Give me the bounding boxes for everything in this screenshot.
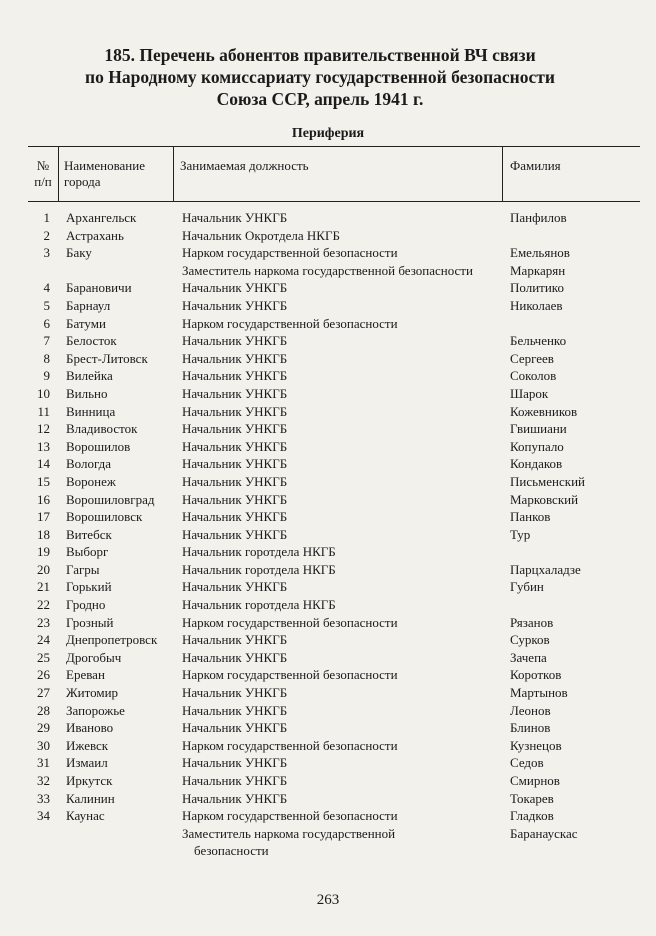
row-position: Начальник горотдела НКГБ — [182, 597, 336, 613]
row-position: Начальник УНКГБ — [182, 297, 288, 313]
row-city: Ижевск — [66, 737, 109, 753]
row-number: 15 — [37, 473, 50, 489]
row-city: Дрогобыч — [66, 649, 122, 665]
row-surname: Панфилов — [510, 210, 567, 225]
header-number: № п/п — [34, 158, 52, 189]
row-surname: Кондаков — [510, 456, 563, 472]
row-position: Начальник УНКГБ — [182, 456, 288, 472]
table-row — [0, 719, 656, 737]
row-surname: Панков — [510, 509, 551, 525]
row-city: Барнаул — [66, 297, 111, 313]
table-row — [0, 543, 656, 561]
row-surname: Сурков — [510, 632, 550, 648]
row-position: Нарком государственной безопасности — [182, 315, 398, 331]
table-row — [0, 561, 656, 579]
row-city: Батуми — [66, 315, 106, 331]
row-city: Ворошиловград — [66, 491, 155, 507]
row-city: Ворошилов — [66, 438, 131, 454]
row-city: Иркутск — [66, 773, 113, 788]
table-row — [0, 684, 656, 702]
table-row — [0, 631, 656, 649]
row-city: Запорожье — [66, 702, 125, 718]
row-number: 11 — [37, 403, 50, 419]
row-position: Начальник УНКГБ — [182, 790, 288, 806]
row-city: Винница — [66, 403, 116, 419]
page-number: 263 — [316, 892, 340, 908]
row-position: Начальник Окротдела НКГБ — [182, 227, 340, 243]
row-position: Начальник УНКГБ — [182, 421, 288, 437]
row-surname: Николаев — [510, 297, 563, 313]
table-row — [0, 702, 656, 720]
table-row — [0, 473, 656, 491]
table-row — [0, 262, 656, 280]
row-surname: Бельченко — [510, 333, 567, 349]
row-number: 1 — [43, 210, 50, 225]
table-row — [0, 315, 656, 333]
row-number: 20 — [37, 561, 50, 577]
row-city: Измаил — [66, 755, 108, 771]
column-divider — [58, 146, 59, 201]
row-number: 18 — [37, 526, 50, 542]
row-city: Вилейка — [66, 368, 113, 384]
table-row — [0, 297, 656, 315]
table-body — [0, 209, 656, 860]
row-position: Начальник горотдела НКГБ — [182, 544, 336, 560]
row-surname: Письменский — [510, 473, 585, 489]
table-row — [0, 244, 656, 262]
table-row — [0, 790, 656, 808]
row-city: Каунас — [66, 808, 105, 824]
row-surname: Рязанов — [510, 614, 554, 630]
row-surname: Блинов — [510, 720, 551, 736]
row-position: Заместитель наркома государственной — [182, 825, 396, 841]
table-header-rule — [28, 201, 640, 202]
row-city: Ворошиловск — [66, 509, 143, 525]
row-number: 22 — [37, 597, 50, 613]
row-surname: Мартынов — [510, 685, 568, 701]
row-city: Белосток — [66, 333, 117, 349]
row-number: 30 — [37, 737, 50, 753]
table-row — [0, 578, 656, 596]
row-surname: Гладков — [510, 808, 554, 824]
row-position: Нарком государственной безопасности — [182, 614, 398, 630]
title-line-3: Союза ССР, апрель 1941 г. — [216, 89, 424, 109]
row-city: Гагры — [66, 561, 100, 577]
row-position-continuation: безопасности — [194, 843, 269, 859]
row-number: 5 — [43, 297, 50, 313]
table-row — [0, 227, 656, 245]
table-row — [0, 332, 656, 350]
row-number: 29 — [37, 720, 50, 736]
row-surname: Леонов — [510, 702, 551, 718]
row-city: Барановичи — [66, 280, 132, 296]
row-city: Воронеж — [66, 473, 116, 489]
row-number: 2 — [43, 227, 50, 243]
row-number: 26 — [37, 667, 50, 683]
row-number: 16 — [37, 491, 50, 507]
table-row — [0, 491, 656, 509]
table-row — [0, 367, 656, 385]
row-position: Начальник горотдела НКГБ — [182, 561, 336, 577]
row-position: Начальник УНКГБ — [182, 403, 288, 419]
table-row — [0, 737, 656, 755]
row-surname: Политико — [510, 280, 564, 296]
row-position: Начальник УНКГБ — [182, 632, 288, 648]
row-surname: Коротков — [510, 667, 562, 683]
row-surname: Губин — [510, 579, 544, 595]
row-number: 31 — [37, 755, 50, 771]
table-row-continuation — [0, 842, 656, 860]
row-number: 14 — [37, 456, 50, 472]
table-row — [0, 279, 656, 297]
table-row — [0, 526, 656, 544]
row-surname: Зачепа — [510, 649, 547, 665]
row-surname: Соколов — [510, 368, 557, 384]
row-city: Калинин — [66, 790, 115, 806]
table-row — [0, 754, 656, 772]
row-number: 12 — [37, 421, 50, 437]
table-row — [0, 455, 656, 473]
row-number: 21 — [37, 579, 50, 595]
table-row — [0, 825, 656, 843]
row-surname: Шарок — [510, 385, 549, 401]
row-number: 3 — [43, 245, 50, 261]
row-surname: Емельянов — [510, 245, 570, 261]
row-city: Вологда — [66, 456, 112, 472]
row-number: 23 — [37, 614, 50, 630]
row-position: Начальник УНКГБ — [182, 491, 288, 507]
row-city: Вильно — [66, 385, 108, 401]
row-position: Начальник УНКГБ — [182, 385, 288, 401]
row-position: Начальник УНКГБ — [182, 509, 288, 525]
row-city: Житомир — [66, 685, 119, 701]
row-position: Начальник УНКГБ — [182, 702, 288, 718]
row-position: Начальник УНКГБ — [182, 280, 288, 296]
row-surname: Кожевников — [510, 403, 578, 419]
row-number: 28 — [37, 702, 50, 718]
row-position: Начальник УНКГБ — [182, 473, 288, 489]
row-surname: Гвишиани — [510, 421, 567, 437]
row-position: Начальник УНКГБ — [182, 438, 288, 454]
row-surname: Копупало — [510, 438, 564, 454]
row-number: 34 — [37, 808, 50, 824]
row-surname: Маркарян — [510, 262, 566, 278]
table-row — [0, 772, 656, 790]
column-divider — [173, 146, 174, 201]
row-position: Начальник УНКГБ — [182, 579, 288, 595]
row-position: Начальник УНКГБ — [182, 210, 288, 225]
table-row — [0, 209, 656, 227]
section-heading: Периферия — [291, 126, 365, 141]
table-row — [0, 403, 656, 421]
row-city: Баку — [66, 245, 92, 261]
table-row — [0, 649, 656, 667]
row-city: Владивосток — [66, 421, 138, 437]
title-line-1: 185. Перечень абонентов правительственной ВЧ связи — [104, 45, 536, 65]
row-city: Ереван — [66, 667, 105, 683]
row-position: Начальник УНКГБ — [182, 333, 288, 349]
row-number: 32 — [37, 773, 50, 788]
row-number: 25 — [37, 649, 50, 665]
row-surname: Кузнецов — [510, 737, 562, 753]
row-position: Начальник УНКГБ — [182, 755, 288, 771]
row-position: Нарком государственной безопасности — [182, 737, 398, 753]
row-position: Нарком государственной безопасности — [182, 667, 398, 683]
table-top-rule — [28, 146, 640, 147]
row-surname: Тур — [510, 526, 531, 542]
table-row — [0, 508, 656, 526]
row-surname: Смирнов — [510, 773, 560, 788]
row-number: 33 — [37, 790, 50, 806]
table-row — [0, 666, 656, 684]
row-number: 24 — [37, 632, 50, 648]
table-row — [0, 385, 656, 403]
row-city: Гродно — [66, 597, 106, 613]
row-position: Заместитель наркома государственной безопасности — [182, 262, 473, 278]
table-row — [0, 807, 656, 825]
table-row — [0, 438, 656, 456]
row-position: Начальник УНКГБ — [182, 649, 288, 665]
row-city: Иваново — [66, 720, 114, 736]
row-number: 17 — [37, 509, 50, 525]
table-row — [0, 596, 656, 614]
row-city: Выборг — [66, 544, 109, 560]
row-position: Начальник УНКГБ — [182, 526, 288, 542]
row-number: 9 — [43, 368, 50, 384]
row-city: Брест-Литовск — [66, 350, 148, 366]
row-city: Днепропетровск — [66, 632, 158, 648]
row-position: Начальник УНКГБ — [182, 350, 288, 366]
table-row — [0, 614, 656, 632]
row-number: 10 — [37, 385, 50, 401]
row-city: Грозный — [66, 614, 114, 630]
row-number: 4 — [43, 280, 50, 296]
row-number: 27 — [37, 685, 50, 701]
row-city: Горький — [66, 579, 112, 595]
header-position: Занимаемая должность — [180, 158, 309, 173]
row-city: Архангельск — [66, 210, 137, 225]
row-surname: Токарев — [510, 790, 554, 806]
column-divider — [502, 146, 503, 201]
row-position: Начальник УНКГБ — [182, 720, 288, 736]
row-city: Витебск — [66, 526, 112, 542]
row-city: Астрахань — [66, 227, 124, 243]
document-title — [40, 44, 600, 110]
row-surname: Парцхаладзе — [510, 561, 581, 577]
row-position: Начальник УНКГБ — [182, 773, 288, 788]
row-number: 13 — [37, 438, 50, 454]
row-position: Начальник УНКГБ — [182, 368, 288, 384]
row-surname: Баранаускас — [510, 825, 578, 841]
header-city: Наименование города — [64, 158, 145, 189]
title-line-2: по Народному комиссариату государственной безопасности — [85, 67, 555, 87]
row-number: 6 — [43, 315, 50, 331]
row-position: Начальник УНКГБ — [182, 685, 288, 701]
row-position: Нарком государственной безопасности — [182, 808, 398, 824]
header-surname: Фамилия — [510, 158, 561, 173]
row-surname: Марковский — [510, 491, 579, 507]
row-number: 7 — [43, 333, 50, 349]
row-number: 19 — [37, 544, 50, 560]
table-row — [0, 420, 656, 438]
table-row — [0, 350, 656, 368]
row-position: Нарком государственной безопасности — [182, 245, 398, 261]
row-number: 8 — [43, 350, 50, 366]
row-surname: Седов — [510, 755, 544, 771]
row-surname: Сергеев — [510, 350, 554, 366]
